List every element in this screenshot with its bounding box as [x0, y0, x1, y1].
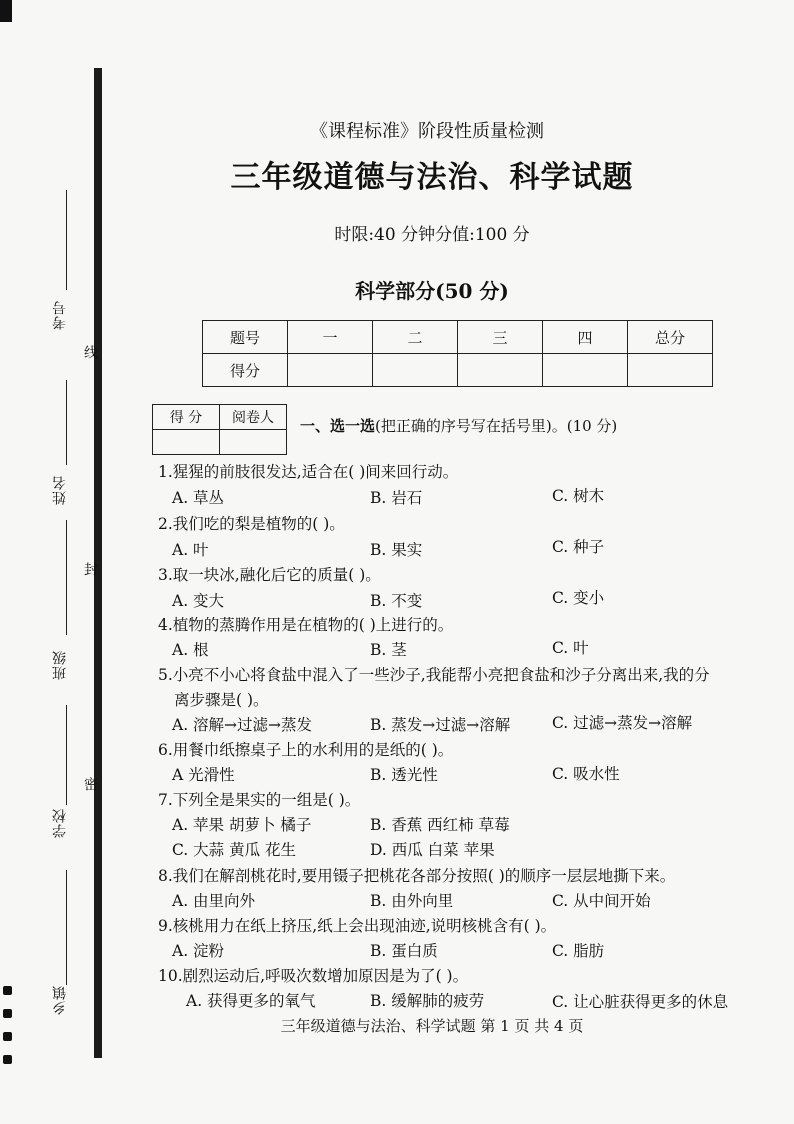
score-cell[interactable]: [628, 354, 713, 387]
q8-option-b: B. 由外向里: [370, 892, 454, 910]
scan-edge-marks: [0, 980, 16, 1120]
score-cell[interactable]: [543, 354, 628, 387]
q4-option-c: C. 叶: [552, 639, 589, 657]
score-header-cell: 三: [458, 321, 543, 354]
q10-option-c: C. 让心脏获得更多的休息: [552, 993, 729, 1011]
q7-option-c: C. 大蒜 黄瓜 花生: [172, 841, 297, 859]
exam-subtitle: 《课程标准》阶段性质量检测: [310, 121, 544, 142]
q5-option-a: A. 溶解→过滤→蒸发: [172, 716, 313, 734]
q1-option-a: A. 草丛: [172, 489, 225, 507]
grader-score-cell[interactable]: [153, 430, 220, 455]
score-row-label: 得分: [203, 354, 288, 387]
line-char: 线: [82, 345, 98, 359]
question-3: 3.取一块冰,融化后它的质量( )。: [158, 566, 381, 584]
q4-option-b: B. 茎: [370, 641, 407, 659]
score-table-header-row: [203, 321, 713, 354]
question-1: 1.猩猩的前肢很发达,适合在( )间来回行动。: [158, 463, 459, 481]
q6-option-a: A 光滑性: [172, 766, 235, 784]
q3-option-c: C. 变小: [552, 589, 605, 607]
q10-option-a: A. 获得更多的氧气: [186, 992, 316, 1010]
part1-instruction: (把正确的序号写在括号里)。(10 分): [375, 417, 618, 435]
secret-char: 密: [82, 777, 98, 791]
question-8: 8.我们在解剖桃花时,要用镊子把桃花各部分按照( )的顺序一层层地撕下来。: [158, 867, 676, 885]
question-2: 2.我们吃的梨是植物的( )。: [158, 515, 345, 533]
score-header-cell: 一: [288, 321, 373, 354]
part1-title: 一、选一选: [300, 417, 376, 435]
q8-option-a: A. 由里向外: [172, 892, 256, 910]
q5-option-b: B. 蒸发→过滤→溶解: [370, 716, 511, 734]
exam-no-label: 考号: [52, 300, 68, 330]
q4-option-a: A. 根: [172, 641, 209, 659]
school-label: 学校: [52, 808, 68, 838]
score-cell[interactable]: [288, 354, 373, 387]
q7-option-a: A. 苹果 胡萝卜 橘子: [172, 816, 312, 834]
question-4: 4.植物的蒸腾作用是在植物的( )上进行的。: [158, 616, 454, 634]
score-cell[interactable]: [458, 354, 543, 387]
exam-title: 三年级道德与法治、科学试题: [230, 160, 634, 195]
q1-option-b: B. 岩石: [370, 489, 423, 507]
q6-option-b: B. 透光性: [370, 766, 438, 784]
class-label: 班级: [52, 650, 68, 680]
score-header-cell: 题号: [203, 321, 288, 354]
q3-option-b: B. 不变: [370, 592, 423, 610]
score-header-cell: 总分: [628, 321, 713, 354]
score-table: [202, 320, 713, 387]
q1-option-c: C. 树木: [552, 487, 605, 505]
q8-option-c: C. 从中间开始: [552, 892, 651, 910]
q9-option-a: A. 淀粉: [172, 942, 225, 960]
name-label: 姓名: [52, 475, 68, 505]
exam-meta: 时限:40 分钟分值:100 分: [334, 225, 530, 245]
town-label: 乡镇: [52, 985, 68, 1015]
q7-option-b: B. 香蕉 西红柿 草莓: [370, 816, 510, 834]
grader-name-cell[interactable]: [220, 430, 287, 455]
q9-option-b: B. 蛋白质: [370, 942, 438, 960]
question-6: 6.用餐巾纸擦桌子上的水利用的是纸的( )。: [158, 741, 454, 759]
q9-option-c: C. 脂肪: [552, 942, 605, 960]
q7-option-d: D. 西瓜 白菜 苹果: [370, 841, 495, 859]
q3-option-a: A. 变大: [172, 592, 225, 610]
question-5-cont: 离步骤是( )。: [174, 691, 269, 709]
seal-char: 封: [82, 562, 98, 576]
question-9: 9.核桃用力在纸上挤压,纸上会出现油迹,说明核桃含有( )。: [158, 917, 557, 935]
question-10: 10.剧烈运动后,呼吸次数增加原因是为了( )。: [158, 967, 469, 985]
question-7: 7.下列全是果实的一组是( )。: [158, 791, 361, 809]
grader-name-label: 阅卷人: [220, 405, 287, 430]
page-footer: 三年级道德与法治、科学试题 第 1 页 共 4 页: [280, 1017, 584, 1035]
corner-registration-mark: [0, 0, 12, 22]
q2-option-b: B. 果实: [370, 541, 423, 559]
town-rule: [66, 870, 67, 985]
class-rule: [66, 520, 67, 635]
grader-table: [152, 404, 287, 455]
part1-heading: [300, 415, 617, 436]
grader-score-label: 得 分: [153, 405, 220, 430]
score-header-cell: 四: [543, 321, 628, 354]
q2-option-c: C. 种子: [552, 538, 605, 556]
q6-option-c: C. 吸水性: [552, 765, 620, 783]
q10-option-b: B. 缓解肺的疲劳: [370, 992, 485, 1010]
score-header-cell: 二: [373, 321, 458, 354]
q5-option-c: C. 过滤→蒸发→溶解: [552, 714, 693, 732]
name-rule: [66, 380, 67, 465]
score-cell[interactable]: [373, 354, 458, 387]
q2-option-a: A. 叶: [172, 541, 209, 559]
question-5: 5.小亮不小心将食盐中混入了一些沙子,我能帮小亮把食盐和沙子分离出来,我的分: [158, 666, 710, 684]
school-rule: [66, 705, 67, 805]
score-table-score-row: [203, 354, 713, 387]
section-title: 科学部分(50 分): [355, 279, 509, 303]
